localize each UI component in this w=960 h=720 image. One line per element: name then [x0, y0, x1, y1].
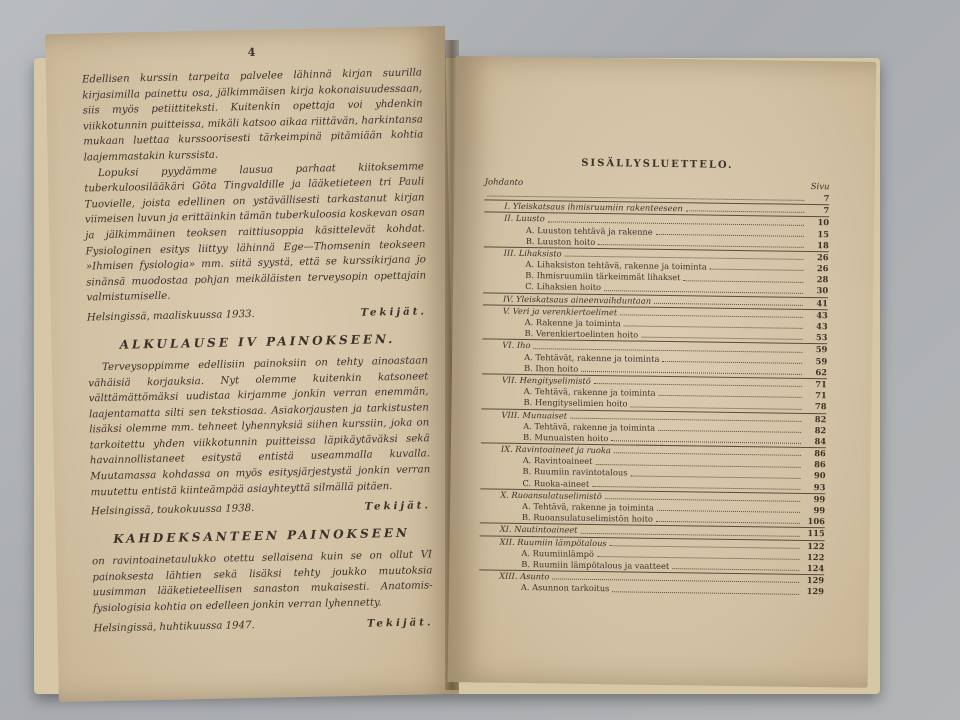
toc-entry-page: 99: [813, 505, 826, 516]
toc-entry-page: 43: [816, 309, 828, 321]
toc-entry-label: B. Hengityselimien hoito: [523, 397, 628, 409]
toc-entry-page: 26: [816, 263, 829, 274]
toc-entry-label: V. Veri ja verenkiertoelimet: [502, 305, 618, 318]
toc-entry-label: A. Luuston tehtävä ja rakenne: [525, 224, 653, 237]
toc-entry-label: VI. Iho: [502, 340, 531, 351]
toc-entry-label: XI. Nautintoaineet: [499, 524, 578, 536]
toc-entry-label: B. Ihmisruumiin tärkeimmät lihakset: [525, 270, 681, 283]
toc-entry-page: 15: [817, 228, 829, 239]
toc-entry-page: 62: [815, 366, 828, 378]
intro-signature: Tekijät.: [360, 305, 428, 319]
toc-entry-label: A. Tehtävä, rakenne ja toiminta: [522, 501, 655, 513]
toc-leader-dots: [641, 336, 802, 340]
intro-paragraph-2: Lopuksi pyydämme lausua parhaat kiitoksemme tuberkuloosilääkäri Göta Tingvaldille ja lääketieteen tri Pauli Tuovielle, joista edellinen on ystävällisesti tarkastanut kirjan viimeisen luvun ja erittäinkin tämän tuberkuloosia koskevan osan ja jälkimmäinen teoksen raittiusoppia käsittelevät kohdat. Fysiologinen esitys liittyy lähinnä Ege—Thomsenin teokseen »Ihmisen fysiologia» mm. siitä syystä, että se kurssikirjana jo sinänsä muodostaa pohjan meikäläisten terveysopin opettajain valmistumiselle.: [84, 160, 427, 304]
toc-entry-label: A. Rakenne ja toiminta: [524, 317, 621, 329]
toc-leader-dots: [656, 233, 804, 237]
toc-entry-page: 93: [813, 481, 826, 492]
toc-leader-dots: [612, 590, 799, 595]
toc-entry-page: 30: [816, 285, 829, 296]
toc-entry-label: X. Ruoansulatuselimistö: [500, 489, 602, 501]
toc-leader-dots: [604, 289, 803, 294]
toc-leader-dots: [611, 439, 801, 444]
toc-entry-label: B. Ihon hoito: [523, 362, 579, 374]
toc-leader-dots: [624, 325, 803, 329]
toc-entry-label: XIII. Asunto: [499, 570, 550, 582]
toc-entry-label: A. Asunnon tarkoitus: [520, 582, 610, 594]
toc-entry-page: 7: [823, 193, 830, 204]
toc-entry-page: 28: [816, 274, 829, 285]
toc-entry-page: 53: [815, 332, 828, 343]
toc-entry-label: B. Munuaisten hoito: [522, 431, 609, 444]
toc-entry-page: 86: [814, 459, 826, 470]
toc-entry-page: 59: [815, 355, 828, 366]
toc-entry-page: 71: [815, 379, 827, 390]
toc-entry-page: 82: [814, 424, 827, 435]
section-heading-iv: ALKULAUSE IV PAINOKSEEN.: [119, 331, 396, 352]
section-heading-viii: KAHDEKSANTEEN PAINOKSEEN: [113, 525, 411, 547]
toc-leader-dots: [570, 416, 801, 421]
toc-leader-dots: [686, 210, 804, 214]
toc-leader-dots: [657, 509, 800, 513]
left-page: [45, 26, 459, 702]
toc-entry-page: 99: [813, 493, 826, 505]
toc-title: SISÄLLYSLUETTELO.: [581, 157, 734, 171]
toc-entry-page: 106: [807, 516, 825, 527]
toc-entry-page: 10: [817, 217, 830, 228]
section-viii-signature: Tekijät.: [366, 615, 434, 630]
toc-entry-page: 82: [814, 413, 827, 424]
page-number: 4: [247, 45, 256, 60]
toc-entry-page: 122: [807, 551, 825, 563]
toc-entry-label: A. Ruumiinlämpö: [521, 547, 595, 559]
toc-leader-dots: [580, 531, 799, 536]
toc-entry-page: 90: [813, 470, 826, 481]
section-viii-sign-line: [93, 616, 433, 635]
toc-leader-dots: [683, 279, 803, 283]
toc-entry-page: 43: [816, 321, 828, 332]
toc-intro-label: Johdanto: [484, 177, 524, 188]
toc-entry-label: III. Lihaksisto: [503, 247, 562, 259]
toc-entry-page: 18: [817, 239, 829, 250]
toc-leader-dots: [614, 452, 801, 457]
section-iv-signature: Tekijät.: [364, 499, 432, 513]
toc-entry-label: VII. Hengityselimistö: [501, 374, 591, 386]
toc-entry-page: 86: [814, 448, 826, 459]
toc-entry-label: C. Lihaksien hoito: [525, 281, 602, 293]
toc-entry-label: A. Tehtävä, rakenne ja toiminta: [523, 386, 656, 399]
toc-entry-label: I. Yleiskatsaus ihmisruumiin rakenteeseen: [504, 200, 683, 214]
toc-entry-label: A. Tehtävät, rakenne ja toiminta: [524, 351, 660, 364]
toc-leader-dots: [605, 497, 800, 502]
intro-sign-line: [87, 305, 427, 324]
toc-leader-dots: [662, 360, 802, 364]
toc-entry-label: B. Verenkiertoelinten hoito: [524, 328, 639, 340]
toc-leader-dots: [581, 370, 802, 375]
toc-entry-label: B. Luuston hoito: [525, 235, 596, 247]
toc-entry-label: B. Ruoansulatuselimistön hoito: [521, 512, 654, 525]
toc-entry-label: A. Lihaksiston tehtävä, rakenne ja toiminta: [525, 259, 707, 272]
toc-entry-page: 26: [816, 252, 829, 263]
toc-entry-page: 84: [814, 435, 827, 447]
toc-entry-label: B. Ruumiin ravintotalous: [522, 466, 628, 478]
toc-entry-label: XII. Ruumiin lämpötalous: [499, 536, 607, 548]
toc-leader-dots: [656, 520, 800, 524]
toc-page-column-label: Sivu: [810, 181, 830, 193]
toc-leader-dots: [659, 394, 802, 398]
toc-entry-page: 122: [807, 540, 825, 551]
section-viii-place-date: Helsingissä, huhtikuussa 1947.: [93, 619, 255, 635]
left-page-content: [81, 42, 433, 649]
toc-entry-page: 7: [823, 205, 830, 216]
toc-leader-dots: [710, 268, 804, 271]
toc-leader-dots: [594, 382, 802, 387]
toc-entry-label: A. Tehtävä, rakenne ja toiminta: [523, 420, 656, 433]
toc-entry-page: 59: [815, 344, 828, 355]
intro-place-date: Helsingissä, maaliskuussa 1933.: [86, 308, 255, 324]
right-page: [448, 56, 877, 688]
toc-entry-page: 129: [806, 575, 825, 586]
section-iv-sign-line: [91, 500, 431, 519]
toc-list: [479, 188, 830, 597]
toc-leader-dots: [595, 463, 800, 468]
toc-entry-page: 71: [815, 390, 827, 401]
toc-entry-label: C. Ruoka-aineet: [522, 477, 590, 489]
toc-leader-dots: [630, 474, 800, 478]
section-iv-text: Terveysoppimme edellisiin painoksiin on tehty ainoastaan vähäisiä korjauksia. Nyt olemme kuitenkin katsoneet välttämättömäksi uudistaa kirjamme jonkin verran enemmän, laajentamatta silti sen tekstiosaa. Asiakorjausten ja tarkistusten lisäksi olemme mm. tehneet lyhennyksiä siihen kurssiin, joka on tarkoitettu yhden viikkotunnin puitteissa läpikäytäväksi sekä havainnollistaneet esitystä entistä useammalla kuvalla. Muutamassa kohdassa on myös esitysjärjestystä jonkin verran muutettu entistä kiinteämpää asiayhteyttä silmällä pitäen.: [88, 355, 431, 499]
toc-entry-label: A. Ravintoaineet: [522, 455, 593, 467]
toc-entry-page: 78: [814, 401, 827, 412]
toc-leader-dots: [597, 555, 800, 560]
toc-entry-page: 124: [806, 562, 825, 574]
toc-entry-page: 41: [816, 297, 829, 308]
toc-leader-dots: [610, 544, 800, 549]
toc-entry-label: IV. Yleiskatsaus aineenvaihduntaan: [502, 293, 652, 306]
toc-leader-dots: [620, 313, 803, 318]
toc-entry-label: IX. Ravintoaineet ja ruoka: [500, 443, 611, 456]
toc-leader-dots: [592, 485, 800, 490]
toc-leader-dots: [654, 302, 803, 306]
toc-entry-label: VIII. Munuaiset: [501, 409, 568, 421]
toc-leader-dots: [672, 567, 799, 571]
toc-entry-label: II. Luusto: [504, 213, 545, 224]
toc-entry-page: 115: [807, 528, 825, 539]
toc-leader-dots: [598, 243, 804, 248]
toc-leader-dots: [658, 429, 801, 433]
section-iv-place-date: Helsingissä, toukokuussa 1938.: [90, 503, 255, 518]
section-viii-text: on ravintoainetaulukko otettu sellaisena kuin se on ollut VI painoksesta lähtien sekä lisäksi tehty joukko muutoksia uusimman lääketieteellisen sanaston mukaisesti. Anatomis-fysiologisia kohtia on edelleen jonkin verran lyhennetty.: [91, 549, 433, 615]
toc-entry-page: 129: [806, 586, 824, 597]
toc-entry-label: B. Ruumiin lämpötalous ja vaatteet: [521, 558, 670, 572]
intro-paragraph-1: Edellisen kurssin tarpeita palvelee lähinnä kirjan suurilla kirjasimilla painettu osa, jälkimmäisen kirja kokonaisuudessaan, siis myös petiittiteksti. Kuitenkin opettaja voi yhdenkin viikkotunnin puitteissa, mikäli katsoo aikaa riittävän, harkintansa mukaan luettaa kurssoorisesti tärkeimpinä pitämiään kohtia laajemmastakin kurssista.: [81, 67, 424, 164]
toc-leader-dots: [631, 405, 802, 409]
table-of-contents: [479, 156, 830, 597]
